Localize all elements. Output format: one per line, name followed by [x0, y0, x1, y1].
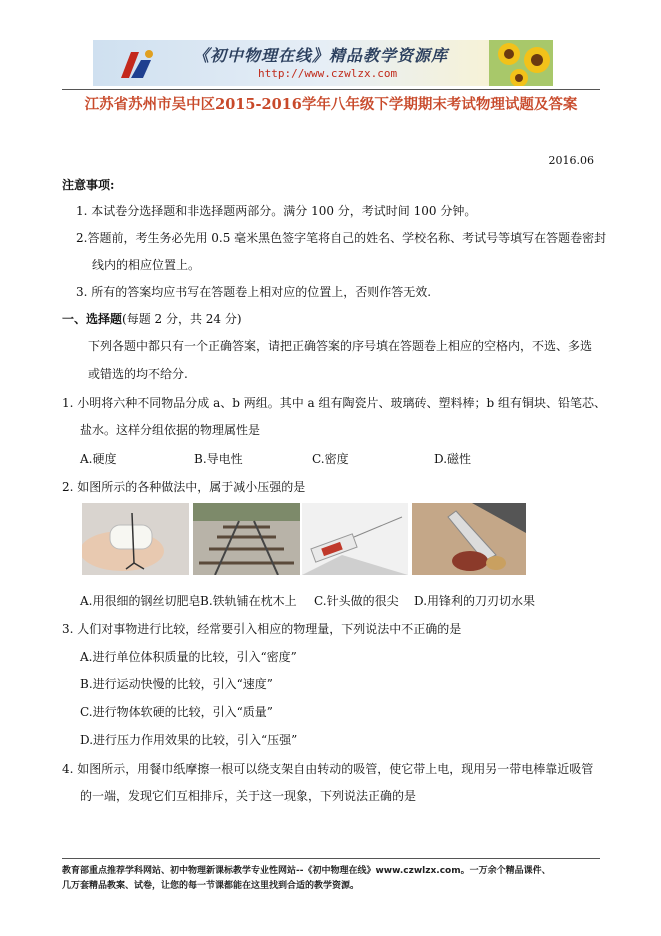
exam-date: 2016.06 [548, 154, 594, 167]
question-2: 2. 如图所示的各种做法中，属于减小压强的是 [62, 480, 306, 494]
q2-option-d: D.用锋利的刀刃切水果 [414, 594, 536, 608]
section-instruction-cont: 或错选的均不给分. [88, 367, 188, 381]
photo-syringe-needle [302, 503, 408, 575]
q1-option-d: D.磁性 [434, 452, 472, 466]
q2-option-a: A.用很细的钢丝切肥皂 [80, 594, 201, 608]
q1-option-a: A.硬度 [80, 452, 117, 466]
footer-line-1: 教育部重点推荐学科网站、初中物理新课标教学专业性网站--《初中物理在线》www.czwlzx.com。一万余个精品课件、 [62, 866, 551, 876]
question-1-cont: 盐水。这样分组依据的物理属性是 [80, 423, 261, 437]
photo-knife-cutting-fruit [412, 503, 526, 575]
footer-line-2: 几万套精品教案、试卷，让您的每一节课都能在这里找到合适的教学资源。 [62, 881, 360, 891]
banner-title: 《初中物理在线》精品教学资源库 [193, 46, 449, 65]
section-note: (每题 2 分，共 24 分) [122, 312, 242, 326]
photo-railway-sleepers [193, 503, 300, 575]
footer-divider [62, 858, 600, 859]
q3-option-c: C.进行物体软硬的比较，引入“质量” [80, 705, 273, 719]
section-instruction: 下列各题中都只有一个正确答案，请把正确答案的序号填在答题卷上相应的空格内，不选、多选 [88, 339, 593, 353]
banner-url[interactable]: http://www.czwlzx.com [258, 67, 398, 80]
section-heading [62, 310, 242, 327]
sunflower-icon [489, 40, 553, 86]
question-1: 1. 小明将六种不同物品分成 a、b 两组。其中 a 组有陶瓷片、玻璃砖、塑料棒；b 组有铜块、铅笔芯、 [62, 396, 607, 410]
photo-wire-cutting-soap [82, 503, 189, 575]
notice-heading: 注意事项: [62, 178, 115, 192]
q1-option-c: C.密度 [312, 452, 349, 466]
q3-option-b: B.进行运动快慢的比较，引入“速度” [80, 677, 273, 691]
document-title: 江苏省苏州市吴中区2015-2016学年八年级下学期期末考试物理试题及答案 [84, 96, 578, 113]
question-4-cont: 的一端，发现它们互相排斥，关于这一现象，下列说法正确的是 [80, 789, 417, 803]
q3-option-d: D.进行压力作用效果的比较，引入“压强” [80, 733, 298, 747]
site-logo-icon [117, 48, 157, 82]
question-4: 4. 如图所示，用餐巾纸摩擦一根可以绕支架自由转动的吸管，使它带上电，现用另一带电棒靠近吸管 [62, 762, 594, 776]
question-3: 3. 人们对事物进行比较，经常要引入相应的物理量，下列说法中不正确的是 [62, 622, 462, 636]
notice-item-2: 2.答题前，考生务必先用 0.5 毫米黑色签字笔将自己的姓名、学校名称、考试号等填写在答题卷密封 [76, 231, 607, 245]
q2-option-c: C.针头做的很尖 [314, 594, 399, 608]
header-divider [62, 89, 600, 90]
q2-option-b: B.铁轨铺在枕木上 [200, 594, 297, 608]
section-title: 一、选择题 [62, 312, 123, 326]
q1-option-b: B.导电性 [194, 452, 243, 466]
q3-option-a: A.进行单位体积质量的比较，引入“密度” [80, 650, 297, 664]
header-banner [93, 40, 553, 86]
notice-item-2-cont: 线内的相应位置上。 [92, 258, 201, 272]
notice-item-1: 1. 本试卷分选择题和非选择题两部分。满分 100 分，考试时间 100 分钟。 [76, 204, 477, 218]
page-footer [62, 864, 600, 894]
notice-item-3: 3. 所有的答案均应书写在答题卷上相对应的位置上，否则作答无效. [76, 285, 432, 299]
